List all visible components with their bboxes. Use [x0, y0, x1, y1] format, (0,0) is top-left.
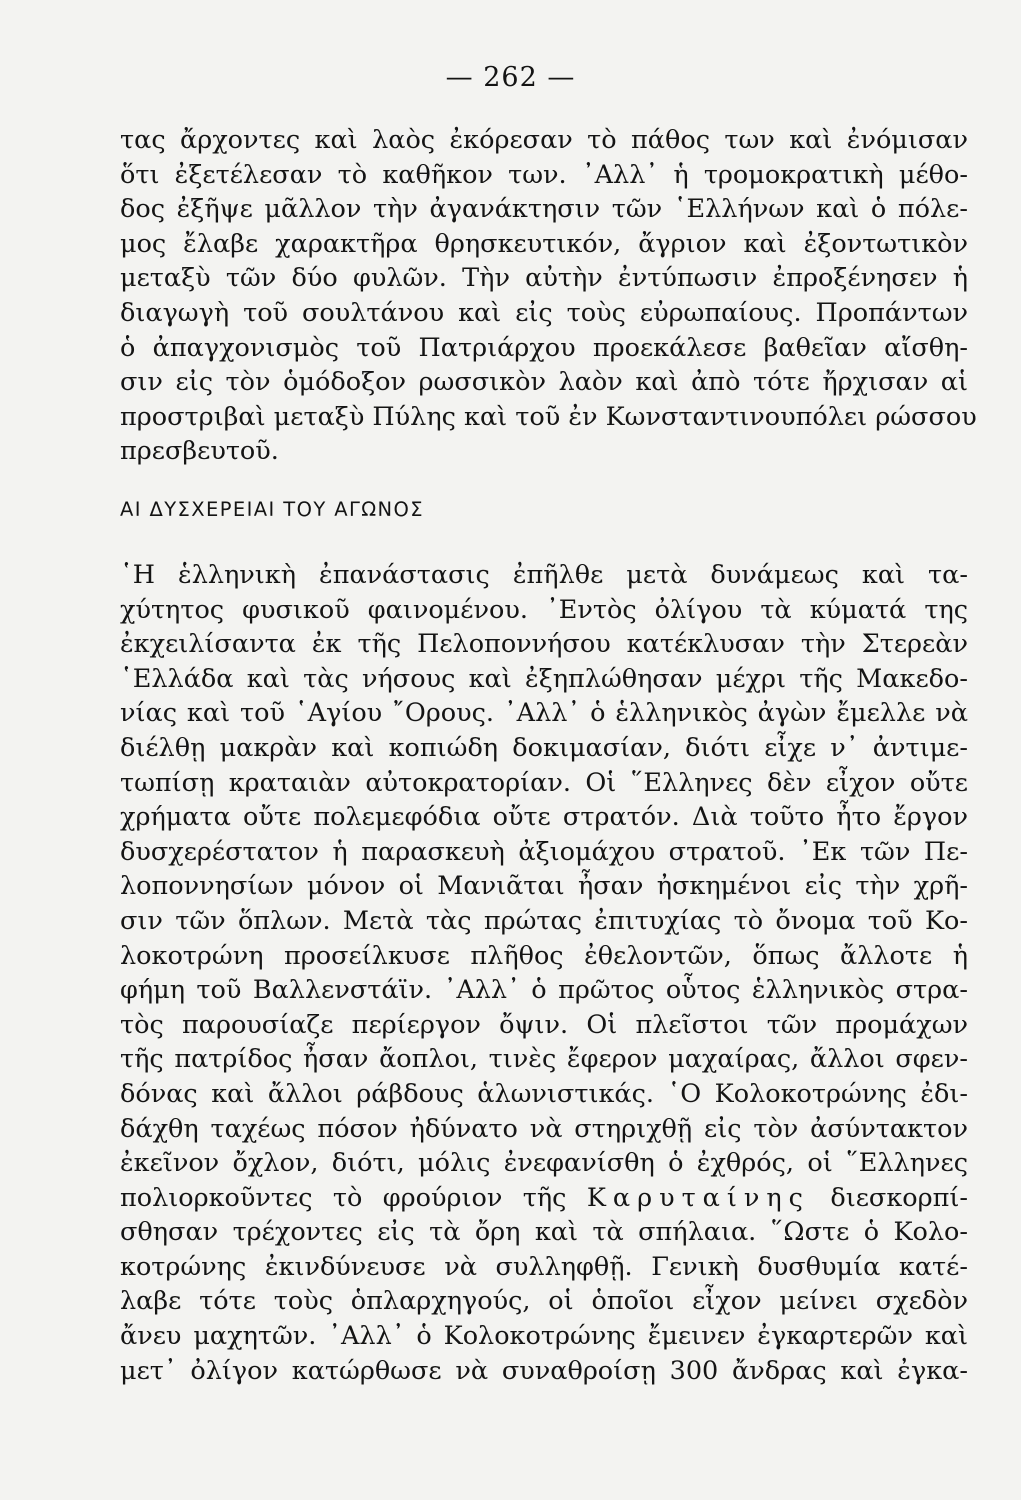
text-line: λοκοτρώνη προσείλκυσε πλῆθος ἐθελοντῶν, ὅπως ἄλλοτε ἡ	[120, 940, 968, 971]
text-line: πρεσβευτοῦ.	[120, 436, 279, 467]
text-segment: πολιορκοῦντες τὸ φρούριον τῆς	[120, 1182, 587, 1213]
text-line: φήμη τοῦ Βαλλενστάϊν. ᾽Αλλ᾽ ὁ πρῶτος οὗτος ἑλληνικὸς στρα-	[120, 975, 968, 1006]
text-line: δυσχερέστατον ἡ παρασκευὴ ἀξιομάχου στρατοῦ. ᾽Εκ τῶν Πε-	[120, 836, 968, 867]
text-line: τῆς πατρίδος ἦσαν ἄοπλοι, τινὲς ἔφερον μαχαίρας, ἄλλοι σφεν-	[120, 1044, 968, 1075]
text-line: τωπίσῃ κραταιὰν αὐτοκρατορίαν. Οἱ ῞Ελληνες δὲν εἶχον οὔτε	[120, 767, 968, 798]
text-line: διέλθῃ μακρὰν καὶ κοπιώδη δοκιμασίαν, διότι εἶχε ν᾽ ἀντιμε-	[120, 732, 968, 763]
text-line: σθησαν τρέχοντες εἰς τὰ ὄρη καὶ τὰ σπήλαια. ῞Ωστε ὁ Κολο-	[120, 1217, 968, 1248]
text-line: διαγωγὴ τοῦ σουλτάνου καὶ εἰς τοὺς εὐρωπαίους. Προπάντων	[120, 297, 968, 328]
text-line: νίας καὶ τοῦ ῾Αγίου ῎Ορους. ᾽Αλλ᾽ ὁ ἑλληνικὸς ἀγὼν ἔμελλε νὰ	[120, 698, 968, 729]
text-line: σιν τῶν ὅπλων. Μετὰ τὰς πρώτας ἐπιτυχίας τὸ ὄνομα τοῦ Κο-	[120, 905, 968, 936]
section-heading: ΑΙ ΔΥΣΧΕΡΕΙΑΙ ΤΟΥ ΑΓΩΝΟΣ	[120, 498, 424, 521]
text-line: προστριβαὶ μεταξὺ Πύλης καὶ τοῦ ἐν Κωνσταντινουπόλει ρώσσου	[120, 401, 977, 432]
text-line: ἄνευ μαχητῶν. ᾽Αλλ᾽ ὁ Κολοκοτρώνης ἔμεινεν ἐγκαρτερῶν καὶ	[120, 1321, 968, 1352]
text-line: ἐκχειλίσαντα ἐκ τῆς Πελοποννήσου κατέκλυσαν τὴν Στερεὰν	[120, 629, 968, 660]
text-line: ἐκεῖνον ὄχλον, διότι, μόλις ἐνεφανίσθη ὁ ἐχθρός, οἱ ῞Ελληνες	[120, 1148, 968, 1179]
text-line: μος ἔλαβε χαρακτῆρα θρησκευτικόν, ἄγριον καὶ ἐξοντωτικὸν	[120, 228, 968, 259]
text-line: κοτρώνης ἐκινδύνευσε νὰ συλληφθῇ. Γενικὴ δυσθυμία κατέ-	[120, 1251, 968, 1282]
text-line: χρήματα οὔτε πολεμεφόδια οὔτε στρατόν. Διὰ τοῦτο ἦτο ἔργον	[120, 802, 968, 833]
page-number: — 262 —	[445, 62, 576, 93]
text-line: δόνας καὶ ἄλλοι ράβδους ἁλωνιστικάς. ῾Ο Κολοκοτρώνης ἐδι-	[120, 1078, 968, 1109]
text-line: λαβε τότε τοὺς ὁπλαρχηγούς, οἱ ὁποῖοι εἶχον μείνει σχεδὸν	[120, 1286, 968, 1317]
text-line: ῾Η ἑλληνικὴ ἐπανάστασις ἐπῆλθε μετὰ δυνάμεως καὶ τα-	[120, 560, 968, 590]
place-name-spaced: Καρυταίνης	[586, 1182, 810, 1213]
text-line: ῾Ελλάδα καὶ τὰς νήσους καὶ ἐξηπλώθησαν μέχρι τῆς Μακεδο-	[120, 663, 968, 694]
text-line: χύτητος φυσικοῦ φαινομένου. ᾽Εντὸς ὀλίγου τὰ κύματά της	[120, 594, 968, 625]
paragraph-1	[120, 123, 977, 469]
text-line: σιν εἰς τὸν ὁμόδοξον ρωσσικὸν λαὸν καὶ ἀπὸ τότε ἤρχισαν αἱ	[120, 367, 968, 398]
text-line: δος ἐξῆψε μᾶλλον τὴν ἀγανάκτησιν τῶν ῾Ελλήνων καὶ ὁ πόλε-	[120, 194, 968, 225]
paragraph-2	[120, 558, 968, 1388]
text-line: τας ἄρχοντες καὶ λαὸς ἐκόρεσαν τὸ πάθος των καὶ ἐνόμισαν	[120, 125, 968, 155]
text-line: δάχθη ταχέως πόσον ἠδύνατο νὰ στηριχθῇ εἰς τὸν ἀσύντακτον	[120, 1113, 968, 1144]
text-line: μεταξὺ τῶν δύο φυλῶν. Τὴν αὐτὴν ἐντύπωσιν ἐπροξένησεν ἡ	[120, 263, 968, 294]
text-line	[120, 1181, 968, 1216]
text-line: ὅτι ἐξετέλεσαν τὸ καθῆκον των. ᾽Αλλ᾽ ἡ τρομοκρατικὴ μέθο-	[120, 159, 968, 190]
text-line: τὸς παρουσίαζε περίεργον ὄψιν. Οἱ πλεῖστοι τῶν προμάχων	[120, 1009, 968, 1040]
text-segment: διεσκορπί-	[809, 1182, 968, 1213]
text-line: λοποννησίων μόνον οἱ Μανιᾶται ἦσαν ἠσκημένοι εἰς τὴν χρῆ-	[120, 871, 968, 902]
text-line: ὁ ἀπαγχονισμὸς τοῦ Πατριάρχου προεκάλεσε βαθεῖαν αἴσθη-	[120, 332, 968, 363]
text-line: μετ᾽ ὀλίγον κατώρθωσε νὰ συναθροίσῃ 300 ἄνδρας καὶ ἐγκα-	[120, 1355, 968, 1386]
